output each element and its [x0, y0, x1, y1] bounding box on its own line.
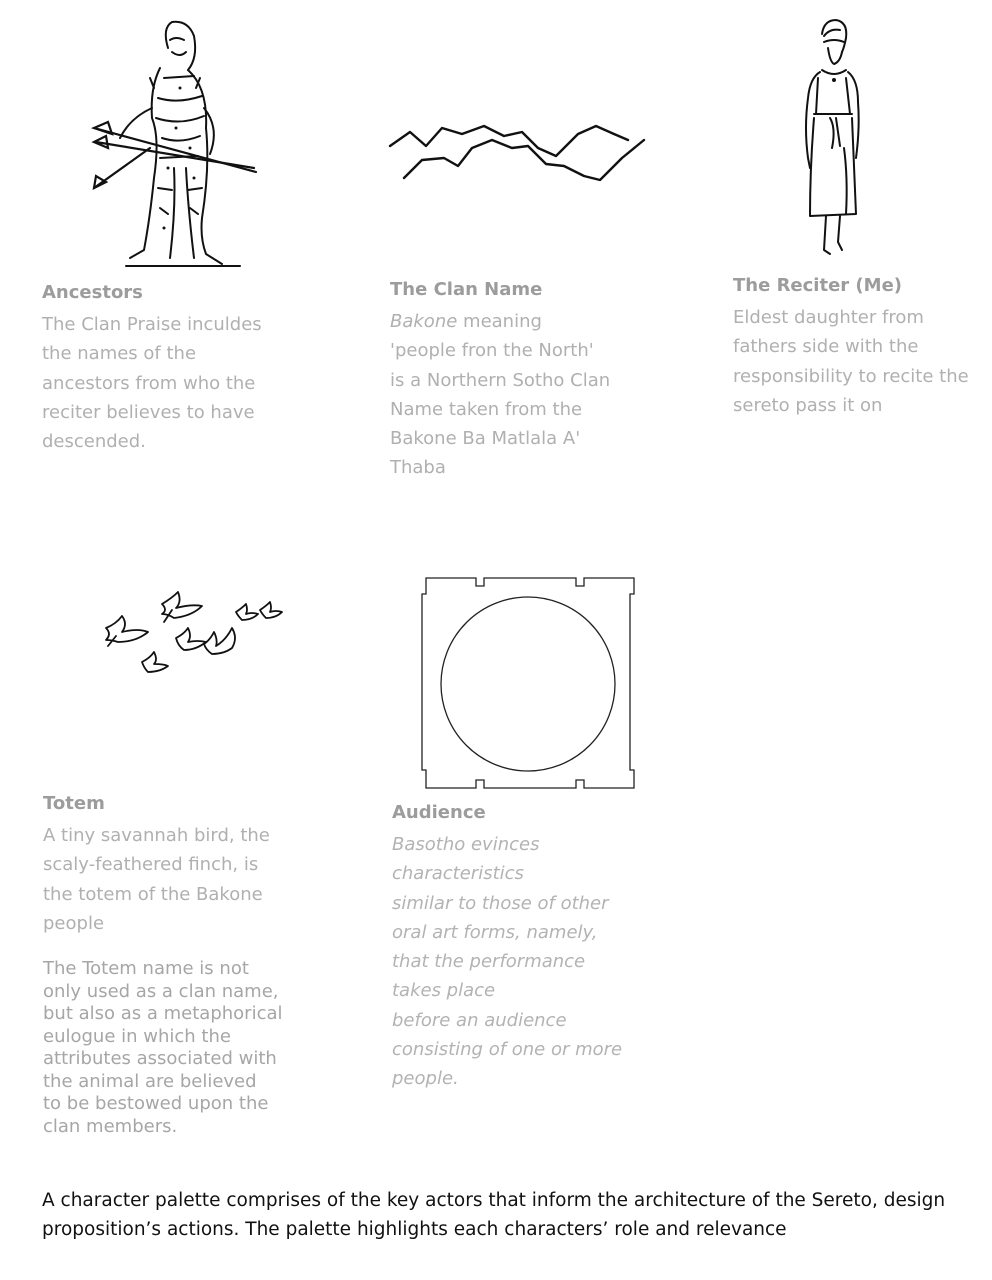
audience-circle-plan-icon: [420, 574, 640, 794]
clan-name-block: [390, 279, 670, 483]
ancestors-description: The Clan Praise inculdes the names of the ancestors from who the reciter believes to have descended.: [42, 314, 262, 453]
reciter-title: The Reciter (Me): [733, 275, 903, 296]
warrior-sketch-icon: [90, 18, 260, 270]
totem-block: [43, 793, 323, 1138]
totem-description-2: The Totem name is not only used as a clan name, but also as a metaphorical eulogue in which the attributes associated with the animal are believed to be bestowed upon the clan members.: [43, 958, 283, 1137]
ancestors-title: Ancestors: [42, 282, 143, 303]
woman-sketch-icon: [800, 18, 866, 260]
audience-title: Audience: [392, 802, 486, 823]
clan-name-title: The Clan Name: [390, 279, 543, 300]
page-caption: A character palette comprises of the key actors that inform the architecture of the Sereto, design proposition’s actions. The palette highlights each characters’ role and relevance: [42, 1190, 946, 1240]
clan-name-italic: Bakone: [390, 311, 458, 332]
audience-block: [392, 802, 672, 1094]
birds-sketch-icon: [102, 584, 288, 678]
totem-title: Totem: [43, 793, 105, 814]
mountains-line-icon: [388, 118, 646, 186]
reciter-description: Eldest daughter from fathers side with the responsibility to recite the sereto pass it on: [733, 307, 969, 416]
clan-name-description: Bakone meaning 'people fron the North' is a Northern Sotho Clan Name taken from the Bakone Ba Matlala A' Thaba: [390, 311, 611, 479]
ancestors-block: [42, 282, 322, 456]
totem-description: A tiny savannah bird, the scaly-feathered finch, is the totem of the Bakone people: [43, 825, 270, 934]
reciter-block: [733, 275, 988, 420]
audience-description: Basotho evinces characteristics similar to those of other oral art forms, namely, that the performance takes place before an audience consisting of one or more people.: [392, 834, 623, 1090]
